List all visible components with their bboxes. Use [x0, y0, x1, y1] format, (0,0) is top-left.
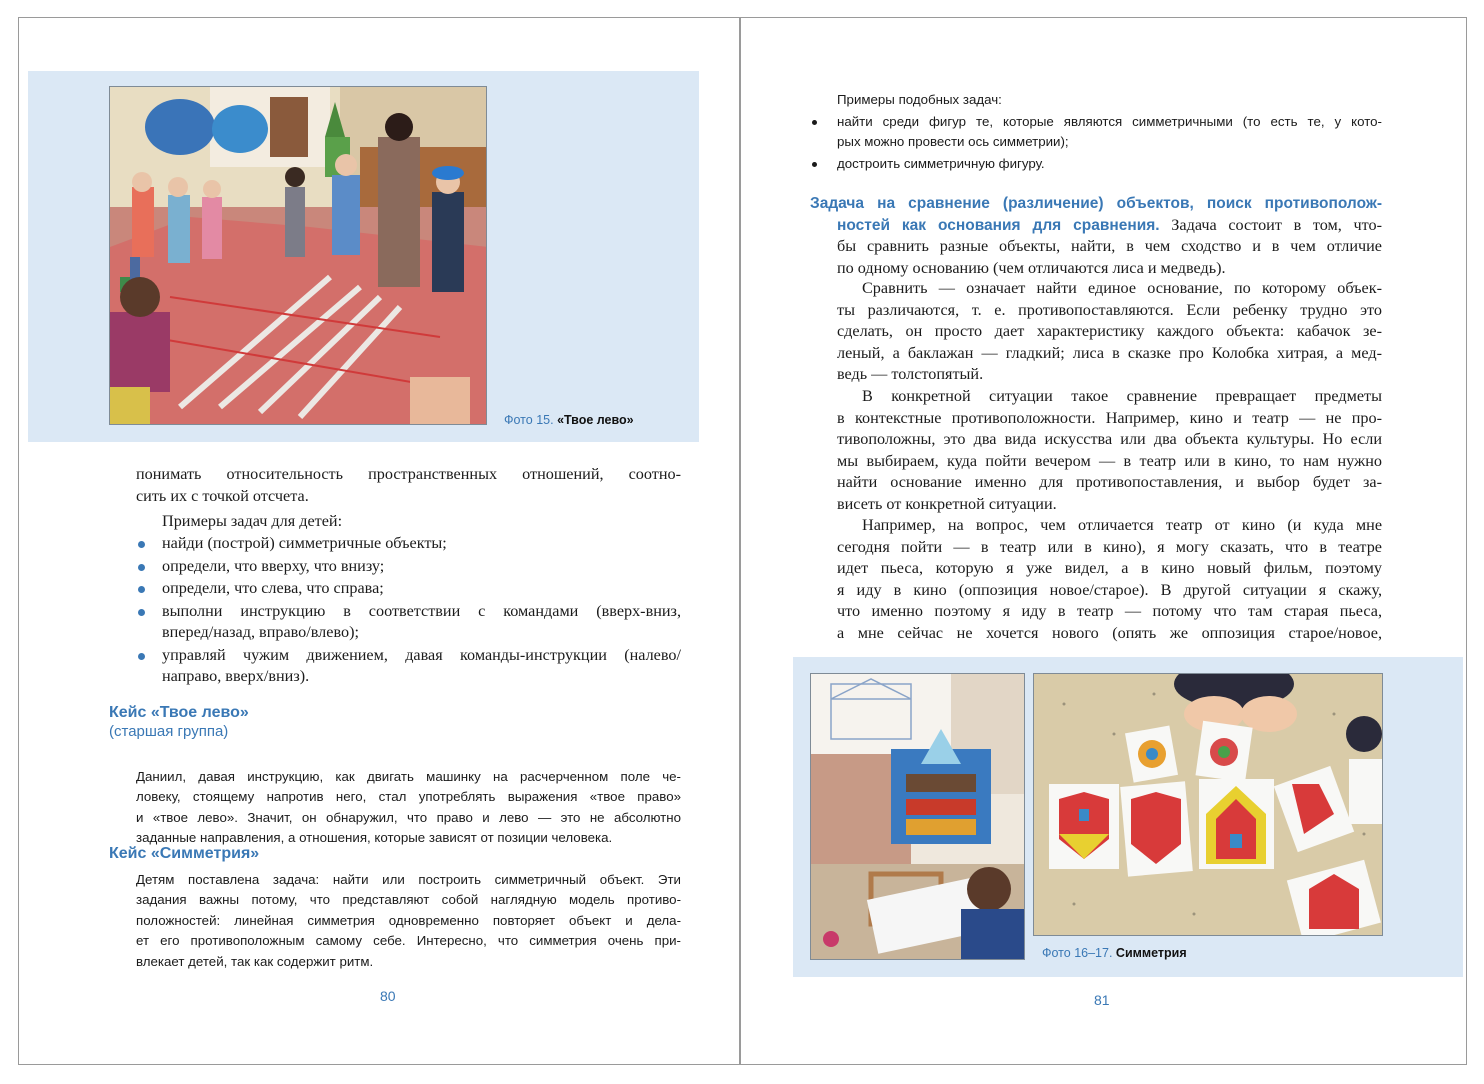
- para-line: идет пьеса, которую я уже видел, а в кино новый фильм, поэтому: [837, 559, 1382, 577]
- list-item-text: определи, что вверху, что внизу;: [162, 556, 385, 575]
- para-line: ведь — толстопятый.: [837, 365, 984, 383]
- case2-title: Кейс «Симметрия»: [109, 845, 260, 862]
- case2-line: ет его противоположным самому себе. Интересно, что симметрия очень при-: [136, 933, 681, 949]
- para-line: В конкретной ситуации такое сравнение превращает предметы: [862, 387, 1382, 405]
- photo-17-symmetry-puzzles: [1033, 673, 1383, 936]
- task-line-2: [810, 215, 1382, 237]
- case1-body: [136, 767, 681, 849]
- para-line: ты различаются, т. е. противопоставляются. Если ребенку трудно это: [837, 300, 1382, 319]
- caption-title: Симметрия: [1115, 946, 1187, 960]
- para-context: [837, 386, 1382, 515]
- case1-line: Даниил, давая инструкцию, как двигать машинку на расчерченном поле че-: [136, 769, 681, 784]
- task-line-tail: Задача состоит в том, что-: [1159, 215, 1382, 234]
- page-number-left: 80: [380, 988, 396, 1004]
- para-line: в контекстные противоположности. Например, кино и театр — не про-: [837, 408, 1382, 427]
- para-line: я иду в кино (оппозиция новое/старое). В другой ситуации я скажу,: [837, 580, 1382, 599]
- list-item: [162, 533, 681, 555]
- para-line: а мне сейчас не хочется нового (опять же оппозиция старое/новое,: [837, 623, 1382, 642]
- para-example: [837, 515, 1382, 644]
- case1-title: Кейс «Твое лево»: [109, 704, 249, 721]
- task-line: бы сравнить разные объекты, найти, в чем сходство и в чем отличие: [837, 237, 1382, 255]
- photo-17-image: [1034, 674, 1383, 936]
- list-item-text: управляй чужим движением, давая команды-инструкции (налево/: [162, 645, 681, 664]
- para-line: Например, на вопрос, чем отличается театр от кино (и куда мне: [862, 516, 1382, 534]
- list-item-text: определи, что слева, что справа;: [162, 579, 384, 597]
- para-line: сделать, он просто дает характеристику каждого объекта: кабачок зе-: [837, 322, 1382, 340]
- left-bullet-list: [162, 533, 681, 688]
- right-examples-title: Примеры подобных задач:: [837, 92, 1002, 107]
- list-item-text: достроить симметричную фигуру.: [837, 155, 1045, 171]
- list-item-text: найти среди фигур те, которые являются симметричными (то есть те, у кото-: [837, 114, 1382, 129]
- page-number-right: 81: [1094, 992, 1110, 1008]
- photo-15-children-classroom: [109, 86, 487, 425]
- caption-title: «Твое лево»: [557, 413, 634, 427]
- task-paragraph: [810, 193, 1382, 279]
- list-item-text: найди (построй) симметричные объекты;: [162, 534, 447, 552]
- para-line: сегодня пойти — в театр или в кино), я могу сказать, что в театре: [837, 537, 1382, 556]
- caption-prefix: Фото 16–17.: [1042, 946, 1113, 960]
- examples-title: Примеры задач для детей:: [162, 512, 343, 530]
- case2-line: положностей: линейная симметрия одновременно повторяет объект и дела-: [136, 912, 681, 928]
- list-item: [162, 645, 681, 688]
- para-line: найти основание именно для противопоставления, и выбор будет за-: [837, 473, 1382, 491]
- intro-paragraph: [136, 464, 681, 507]
- para-line: что именно поэтому я иду в театр — потому что там старая пьеса,: [837, 602, 1382, 620]
- list-item-text: направо, вверх/вниз).: [162, 667, 310, 685]
- intro-line: понимать относительность пространственных отношений, соотно-: [136, 465, 681, 483]
- list-item: [162, 578, 681, 600]
- list-item-text: вперед/назад, вправо/влево);: [162, 623, 359, 641]
- para-line: висеть от конкретной ситуации.: [837, 494, 1057, 513]
- case2-body: [136, 870, 681, 972]
- task-heading-line: Задача на сравнение (различение) объектов, поиск противополож-: [810, 195, 1382, 212]
- photo-16-17-caption: [1042, 946, 1187, 960]
- para-line: Сравнить — означает найти единое основание, по которому объек-: [862, 279, 1382, 297]
- para-compare: [837, 278, 1382, 386]
- para-line: мы выбираем, куда пойти вечером — в театр или в кино, то нам нужно: [837, 451, 1382, 470]
- list-item-text: выполни инструкцию в соответствии с командами (вверх-вниз,: [162, 601, 681, 620]
- caption-prefix: Фото 15.: [504, 413, 554, 427]
- photo-15-image: [110, 87, 487, 425]
- task-heading-line: ностей как основания для сравнения.: [837, 216, 1160, 234]
- list-item: [837, 112, 1382, 153]
- list-item: [837, 154, 1382, 174]
- list-item: [162, 556, 681, 578]
- task-line: по одному основанию (чем отличаются лиса и медведь).: [837, 258, 1226, 277]
- photo-15-caption: [504, 413, 634, 427]
- case1-line: ловеку, стоящему напротив него, стал употреблять выражения «твое право»: [136, 789, 681, 805]
- case1-line: и «твое лево». Значит, он обнаружил, что право и лево — это не абсолютно: [136, 809, 681, 825]
- right-bullet-list: [837, 112, 1382, 174]
- photo-16-boy-drawing: [810, 673, 1025, 960]
- list-item-text: рых можно провести ось симметрии);: [837, 134, 1069, 150]
- photo-16-image: [811, 674, 1025, 960]
- case2-line: Детям поставлена задача: найти или построить симметричный объект. Эти: [136, 872, 681, 887]
- case2-line: влекает детей, так как содержит ритм.: [136, 953, 374, 969]
- para-line: леный, а баклажан — гладкий; лиса в сказке про Колобка хитрая, а мед-: [837, 343, 1382, 362]
- para-line: тивоположны, это два вида искусства или два объекта культуры. Но если: [837, 430, 1382, 448]
- intro-line: сить их с точкой отсчета.: [136, 486, 309, 505]
- list-item: [162, 601, 681, 644]
- case1-subtitle: (старшая группа): [109, 723, 229, 740]
- case2-line: задания важны потому, что представляют собой наглядную модель противо-: [136, 892, 681, 908]
- case1-line: заданные направления, а отношения, которые зависят от позиции человека.: [136, 830, 613, 846]
